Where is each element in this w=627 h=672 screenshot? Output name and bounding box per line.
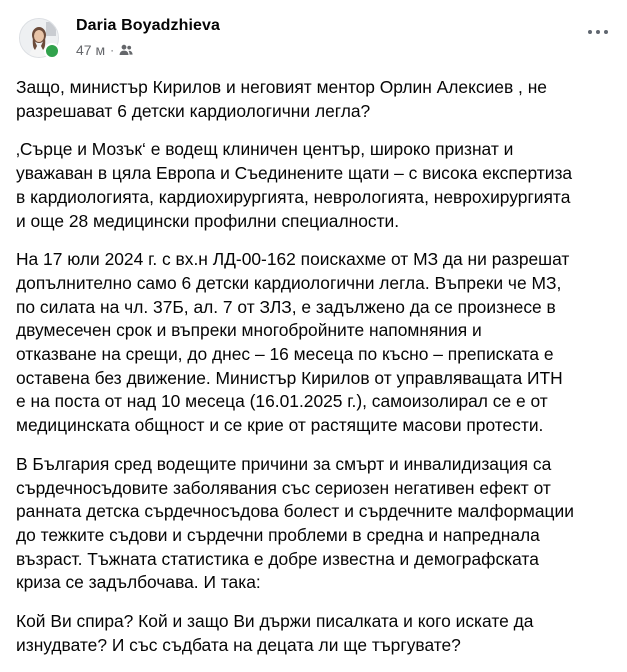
post-timestamp[interactable]: 47 м [76, 42, 106, 58]
more-options-icon [596, 30, 600, 34]
post-meta [76, 42, 133, 58]
author-name[interactable]: Daria Boyadzhieva [76, 17, 220, 34]
post-body [16, 76, 616, 672]
post-header [0, 0, 627, 72]
more-options-button[interactable] [583, 20, 613, 44]
friends-icon[interactable] [119, 44, 133, 56]
author-avatar[interactable] [19, 18, 59, 58]
post-paragraph: На 17 юли 2024 г. с вх.н ЛД-00-162 поискахме от МЗ да ни разрешат допълнително само 6 детски кардиологични легла. Въпреки че МЗ, по силата на чл. 37Б, ал. 7 от ЗЛЗ, е задължено да се произнесе в двумесечен срок и въпреки многобройните напомняния и отказване на срещи, до днес – 16 месеца по късно – преписката е оставена без движение. Министър Кирилов от управляващата ИТН е на поста от над 10 месеца (16.01.2025 г.), самоизолирал се е от медицинската общност и се крие от растящите масови протести. [16, 249, 570, 436]
post-paragraph: Защо, министър Кирилов и неговият ментор Орлин Алексиев , не разрешават 6 детски кардиологични легла? [16, 77, 547, 121]
meta-separator: · [110, 43, 115, 57]
post-paragraph: ‚Сърце и Мозък‘ е водещ клиничен център, широко признат и уважаван в цяла Европа и Съединените щати – с висока експертиза в кардиологията, кардиохирургията, неврологията, неврохирургията и още 28 медицински профилни специалности. [16, 139, 573, 231]
post-paragraph: В България сред водещите причини за смърт и инвалидизация са сърдечносъдовите заболявания със сериозен негативен ефект от ранната детска сърдечносъдова болест и сърдечните малформации до тежките съдови и сърдечни проблеми в средна и напреднала възраст. Тъжната статистика е добре известна и демографската криза се задълбочава. И така: [16, 453, 574, 593]
more-options-icon [588, 30, 592, 34]
online-status-icon [44, 43, 60, 59]
post-paragraph: Кой Ви спира? Кой и защо Ви държи писалката и кого искате да изнудвате? И със съдбата на децата ли ще търгувате? [16, 611, 534, 655]
more-options-icon [604, 30, 608, 34]
